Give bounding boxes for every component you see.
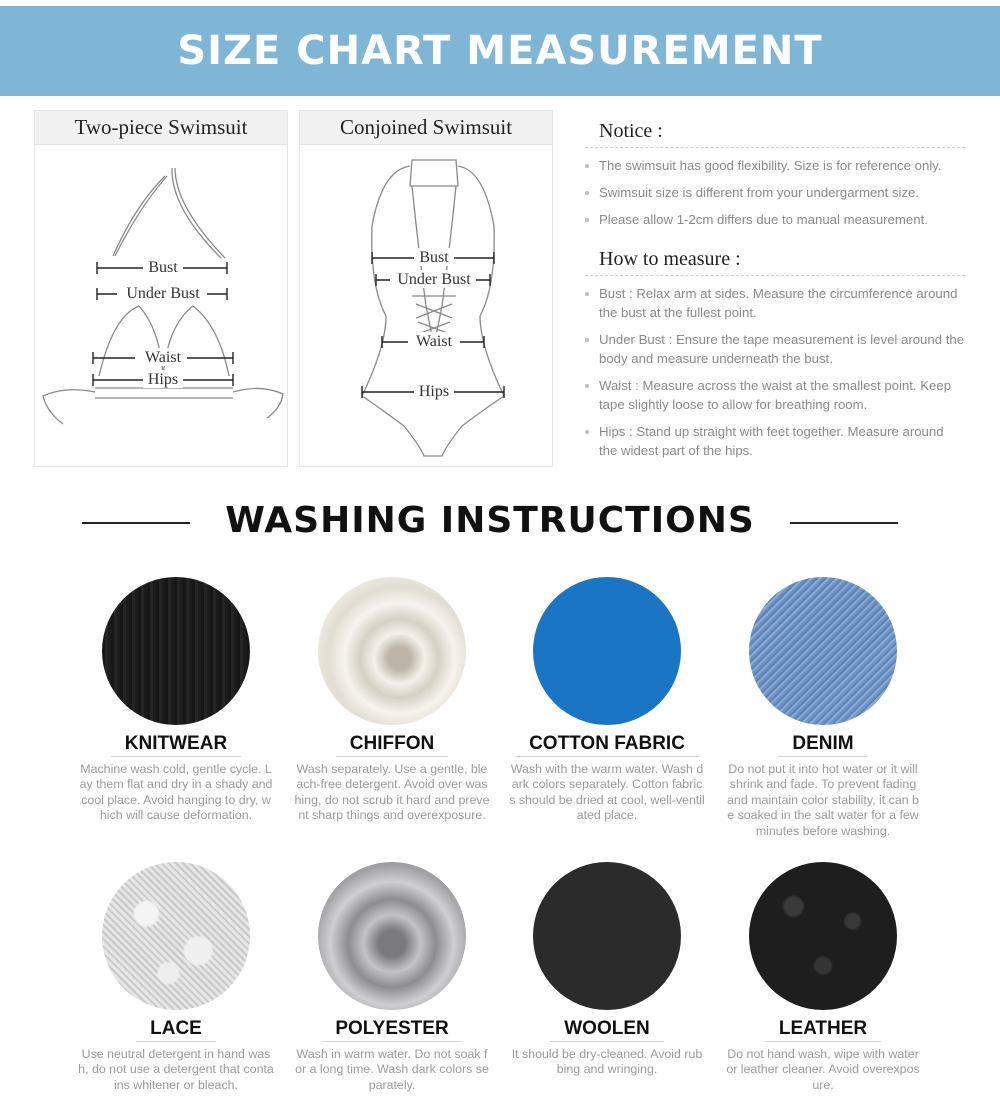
bullet-icon xyxy=(585,164,589,168)
heading-rule-right xyxy=(790,522,898,524)
fabric-description: Machine wash cold, gentle cycle. Lay them flat and dry in a shady and cool place. Avoid hanging to dry, which will cause deformation. xyxy=(79,762,273,823)
denim-swatch-icon xyxy=(749,577,897,725)
fabric-name: WOOLEN xyxy=(550,1018,664,1042)
fabric-card-cotton xyxy=(499,577,715,824)
fabric-card-polyester xyxy=(284,862,500,1093)
notice-item: The swimsuit has good flexibility. Size is for reference only. xyxy=(585,156,965,175)
fabric-name: CHIFFON xyxy=(336,733,448,757)
knitwear-swatch-icon xyxy=(102,577,250,725)
conjoined-measure-lines xyxy=(300,146,554,466)
conjoined-waist-label: Waist xyxy=(415,333,453,350)
notice-item: Please allow 1-2cm differs due to manual measurement. xyxy=(585,210,965,229)
conjoined-title: Conjoined Swimsuit xyxy=(300,111,552,145)
bullet-icon xyxy=(585,430,589,434)
how-to-measure-title: How to measure : xyxy=(585,248,965,276)
polyester-swatch-icon xyxy=(318,862,466,1010)
fabric-name: COTTON FABRIC xyxy=(515,733,699,757)
two-piece-under-bust-label: Under Bust xyxy=(126,285,200,302)
banner-title: SIZE CHART MEASUREMENT xyxy=(177,28,823,74)
measure-item-hips: Hips : Stand up straight with feet together. Measure around the widest part of the hips. xyxy=(585,422,965,460)
fabric-description: Wash in warm water. Do not soak for a long time. Wash dark colors separately. xyxy=(295,1047,489,1092)
measure-item-waist: Waist : Measure across the waist at the smallest point. Keep tape slightly loose to allow for breathing room. xyxy=(585,376,965,414)
fabric-description: Use neutral detergent in hand wash, do not use a detergent that contains whitener or bleach. xyxy=(78,1047,274,1092)
fabric-name: POLYESTER xyxy=(321,1018,462,1042)
bullet-icon xyxy=(585,191,589,195)
fabric-card-lace xyxy=(68,862,284,1093)
notice-section xyxy=(585,120,965,229)
two-piece-bust-label: Bust xyxy=(148,259,178,276)
fabric-name: DENIM xyxy=(778,733,867,757)
fabric-description: Wash with the warm water. Wash dark colors separately. Cotton fabrics should be dried at cool, well-ventilated place. xyxy=(509,762,705,823)
two-piece-hips-label: Hips xyxy=(147,371,179,388)
fabric-card-chiffon xyxy=(284,577,500,824)
two-piece-diagram-card xyxy=(34,110,288,467)
fabric-name: LACE xyxy=(136,1018,216,1042)
woolen-swatch-icon xyxy=(533,862,681,1010)
notice-item: Swimsuit size is different from your undergarment size. xyxy=(585,183,965,202)
chiffon-swatch-icon xyxy=(318,577,466,725)
conjoined-hips-label: Hips xyxy=(418,383,450,400)
fabric-card-knitwear xyxy=(68,577,284,824)
fabric-description: Do not hand wash, wipe with water or leather cleaner. Avoid overexposure. xyxy=(726,1047,920,1092)
washing-heading xyxy=(0,500,1000,548)
fabric-description: Do not put it into hot water or it will shrink and fade. To prevent fading and maintain color stability, it can be soaked in the salt water for a few minutes before washing. xyxy=(727,762,919,838)
washing-title: WASHING INSTRUCTIONS xyxy=(225,500,755,541)
bullet-icon xyxy=(585,292,589,296)
notice-title: Notice : xyxy=(585,120,965,148)
measure-item-bust: Bust : Relax arm at sides. Measure the circumference around the bust at the fullest point. xyxy=(585,284,965,322)
conjoined-bust-label: Bust xyxy=(419,249,449,266)
measure-item-under-bust: Under Bust : Ensure the tape measurement is level around the body and measure underneath the bust. xyxy=(585,330,965,368)
bullet-icon xyxy=(585,384,589,388)
title-banner xyxy=(0,6,1000,96)
fabric-description: Wash separately. Use a gentle, bleach-free detergent. Avoid over washing, do not scrub it hard and prevent sharp things and overexposure. xyxy=(294,762,490,823)
lace-swatch-icon xyxy=(102,862,250,1010)
fabric-name: LEATHER xyxy=(765,1018,881,1042)
fabric-card-denim xyxy=(715,577,931,839)
fabric-card-leather xyxy=(715,862,931,1093)
two-piece-waist-label: Waist xyxy=(144,349,182,366)
bullet-icon xyxy=(585,218,589,222)
how-to-measure-section xyxy=(585,248,965,460)
conjoined-diagram-card xyxy=(299,110,553,467)
fabric-description: It should be dry-cleaned. Avoid rubbing and wringing. xyxy=(511,1047,703,1077)
two-piece-title: Two-piece Swimsuit xyxy=(35,111,287,145)
cotton-swatch-icon xyxy=(533,577,681,725)
bullet-icon xyxy=(585,338,589,342)
two-piece-measure-lines xyxy=(35,146,289,466)
leather-swatch-icon xyxy=(749,862,897,1010)
fabric-card-woolen xyxy=(499,862,715,1078)
fabric-name: KNITWEAR xyxy=(111,733,241,757)
conjoined-under-bust-label: Under Bust xyxy=(397,271,471,288)
